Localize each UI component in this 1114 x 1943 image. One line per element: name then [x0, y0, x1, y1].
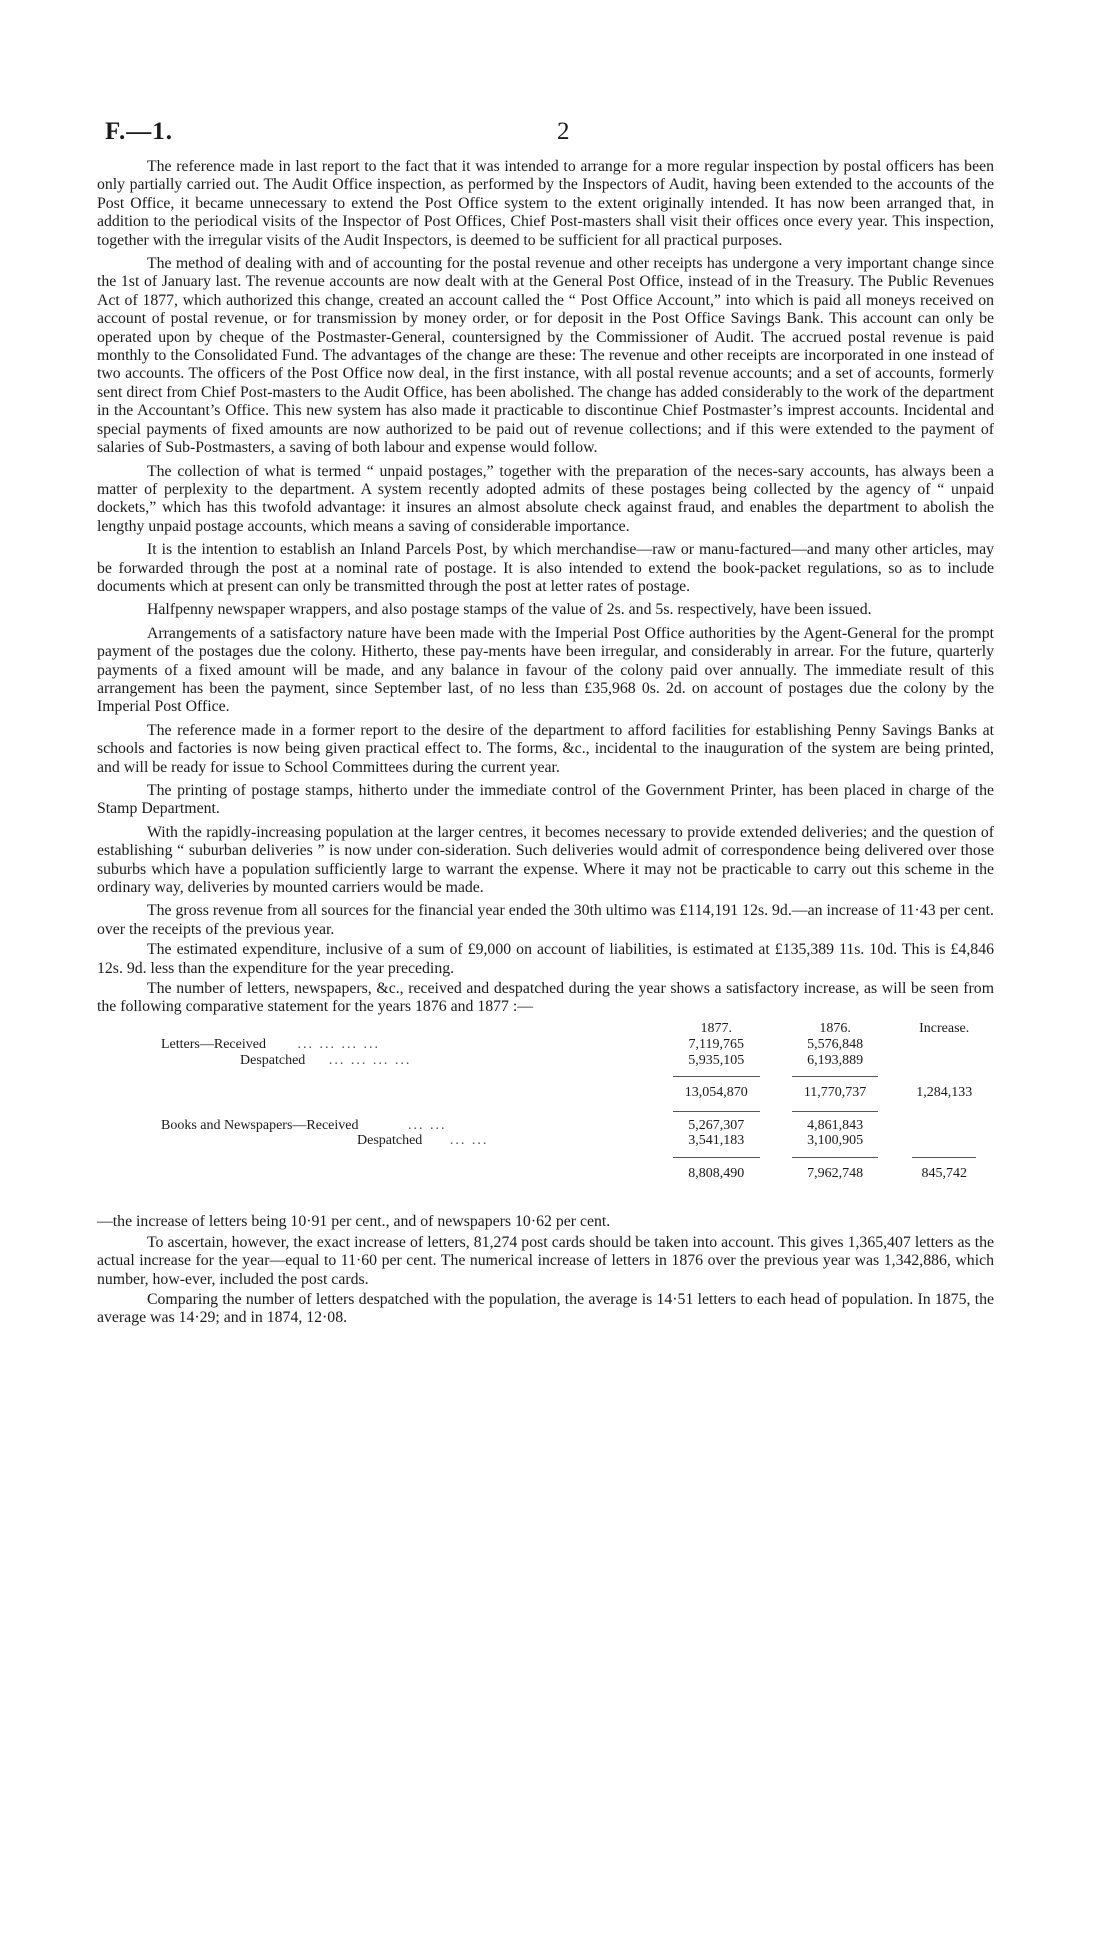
paragraph-parcels-post: It is the intention to establish an Inland Parcels Post, by which merchandise—raw or manu-factured—and many other articles, may be forwarded through the post at a nominal rate of postage. It is also intended to extend the book-packet regulations, so as to include documents which at present can only be transmitted through the post at letter rates of postage. — [97, 541, 994, 595]
cell-books-total-1876: 7,962,748 — [792, 1157, 879, 1182]
leader-dots: ... ... — [449, 1133, 489, 1149]
paragraph-penny-savings-banks: The reference made in a former report to the desire of the department to afford facilities for establishing Penny Savings Banks at schools and factories is now being given practical effect to. The forms, &c., incidental to the inauguration of the system are being printed, and will be ready for issue to School Committees during the current year. — [97, 721, 994, 776]
report-body — [97, 158, 994, 1328]
leader-dots: ... ... — [408, 1117, 447, 1133]
column-header-1876: 1876. — [819, 1020, 851, 1036]
paragraph-unpaid-postages: The collection of what is termed “ unpaid postages,” together with the preparation of the neces-sary accounts, has always been a matter of perplexity to the department. A system recently adopted admits of these postages being collected by the agency of “ unpaid dockets,” which has this twofold advantage: it insures an almost absolute check against fraud, and enables the department to abolish the lengthy unpaid postage accounts, which means a saving of considerable importance. — [97, 462, 994, 535]
paragraph-inspection: The reference made in last report to the fact that it was intended to arrange for a more regular inspection by postal officers has been only partially carried out. The Audit Office inspection, as performed by the Inspectors of Audit, having been extended to the accounts of the Post Office, it became unnecessary to extend the Post Office system to the extent originally intended. It has now been arranged that, in addition to the periodical visits of the Inspector of Post Offices, Chief Post-masters shall visit their offices once every year. This inspection, together with the irregular visits of the Audit Inspectors, is deemed to be sufficient for all practical purposes. — [97, 158, 994, 249]
cell-books-despatched-1876: 3,100,905 — [807, 1133, 864, 1149]
cell-books-total-1877: 8,808,490 — [673, 1157, 760, 1182]
column-header-1877: 1877. — [700, 1020, 732, 1036]
cell-books-increase: 845,742 — [912, 1157, 976, 1182]
paragraph-suburban-deliveries: With the rapidly-increasing population at the larger centres, it becomes necessary to provide extended deliveries; and the question of establishing “ suburban deliveries ” is now under con-sideration. Such deliveries would admit of correspondence being delivered over those suburbs which have a population sufficiently large to warrant the expense. Where it may not be practicable to carry out this scheme in the ordinary way, deliveries by mounted carriers would be made. — [97, 823, 994, 897]
paragraph-comparative-intro: The number of letters, newspapers, &c., received and despatched during the year shows a satisfactory increase, as will be seen from the following comparative statement for the years 1876 and 1877 :— — [97, 980, 994, 1016]
table-row — [97, 1053, 994, 1069]
paragraph-increase-percentages: —the increase of letters being 10·91 per cent., and of newspapers 10·62 per cent. — [97, 1213, 611, 1231]
leader-dots: ... ... ... ... — [297, 1037, 380, 1053]
paragraph-wrappers-stamps: Halfpenny newspaper wrappers, and also postage stamps of the value of 2s. and 5s. respectively, have been issued. — [147, 601, 872, 619]
paragraph-imperial-post-office: Arrangements of a satisfactory nature have been made with the Imperial Post Office authorities by the Agent-General for the prompt payment of the postages due the colony. Hitherto, these pay-ments have been irregular, and considerably in arrear. For the future, quarterly payments of a fixed amount will be made, and any balance in favour of the colony paid over annually. The immediate result of this arrangement has been the payment, since September last, of no less than £35,968 0s. 2d. on account of postages due the colony by the Imperial Post Office. — [97, 624, 994, 716]
paragraph-post-cards: To ascertain, however, the exact increase of letters, 81,274 post cards should be taken into account. This gives 1,365,407 letters as the actual increase for the year—equal to 11·60 per cent. The numerical increase of letters in 1876 over the previous year was 1,342,886, which number, how-ever, included the post cards. — [97, 1233, 994, 1288]
row-label-letters-despatched: Despatched — [240, 1052, 306, 1068]
cell-letters-total-1877: 13,054,870 — [673, 1076, 760, 1101]
row-label-letters-received: Letters—Received — [161, 1037, 266, 1053]
cell-books-despatched-1877: 3,541,183 — [688, 1133, 745, 1149]
table-row-letters-total — [97, 1068, 994, 1111]
cell-letters-increase: 1,284,133 — [916, 1085, 973, 1101]
leader-dots: ... ... ... ... — [328, 1052, 412, 1068]
row-label-books-received: Books and Newspapers—Received — [161, 1117, 359, 1133]
paragraph-expenditure: The estimated expenditure, inclusive of a sum of £9,000 on account of liabilities, is estimated at £135,389 11s. 10d. This is £4,846 12s. 9d. less than the expenditure for the year preceding. — [97, 941, 994, 977]
cell-books-received-1877: 5,267,307 — [673, 1111, 760, 1134]
document-reference: F.—1. — [105, 118, 173, 145]
comparative-statement-table — [97, 1021, 994, 1192]
page-number: 2 — [557, 118, 570, 145]
row-label-books-despatched: Despatched — [357, 1133, 423, 1149]
cell-letters-received-1876: 5,576,848 — [807, 1037, 864, 1053]
cell-books-received-1876: 4,861,843 — [792, 1111, 879, 1134]
table-header-row — [97, 1021, 994, 1038]
paragraph-gross-revenue: The gross revenue from all sources for the financial year ended the 30th ultimo was £114,191 12s. 9d.—an increase of 11·43 per cent. over the receipts of the previous year. — [97, 902, 994, 938]
cell-letters-total-1876: 11,770,737 — [792, 1076, 879, 1101]
table-row — [97, 1111, 994, 1134]
table-row — [97, 1133, 994, 1149]
paragraph-stamp-printing: The printing of postage stamps, hitherto under the immediate control of the Government Printer, has been placed in charge of the Stamp Department. — [97, 782, 994, 818]
cell-letters-despatched-1877: 5,935,105 — [688, 1052, 745, 1068]
page-header — [97, 118, 994, 158]
paragraph-revenue-accounting: The method of dealing with and of accounting for the postal revenue and other receipts has undergone a very important change since the 1st of January last. The revenue accounts are now dealt with at the General Post Office, instead of in the Treasury. The Public Revenues Act of 1877, which authorized this change, created an account called the “ Post Office Account,” into which is paid all moneys received on account of postal revenue, or for transmission by money order, or for deposit in the Post Office Savings Bank. This account can only be operated upon by cheque of the Postmaster-General, countersigned by the Commissioner of Audit. The accrued postal revenue is paid monthly to the Consolidated Fund. The advantages of the change are these: The revenue and other receipts are incorporated in one instead of two accounts. The officers of the Post Office now deal, in the first instance, with all postal revenue accounts; and a set of accounts, formerly sent direct from Chief Post-masters to the Audit Office, has been abolished. The change has added considerably to the work of the department in the Accountant’s Office. This new system has also made it practicable to discontinue Chief Postmaster’s imprest accounts. Incidental and special payments of fixed amounts are now authorized to be paid out of revenue collections; and if this were extended to the payment of salaries of Sub-Postmasters, a saving of both labour and expense would follow. — [97, 255, 994, 457]
column-header-increase: Increase. — [919, 1020, 970, 1036]
paragraph-population-average: Comparing the number of letters despatched with the population, the average is 14·51 letters to each head of population. In 1875, the average was 14·29; and in 1874, 12·08. — [97, 1291, 994, 1327]
table-row-books-total — [97, 1149, 994, 1192]
table-row — [97, 1037, 994, 1053]
cell-letters-despatched-1876: 6,193,889 — [807, 1052, 864, 1068]
cell-letters-received-1877: 7,119,765 — [688, 1037, 744, 1053]
